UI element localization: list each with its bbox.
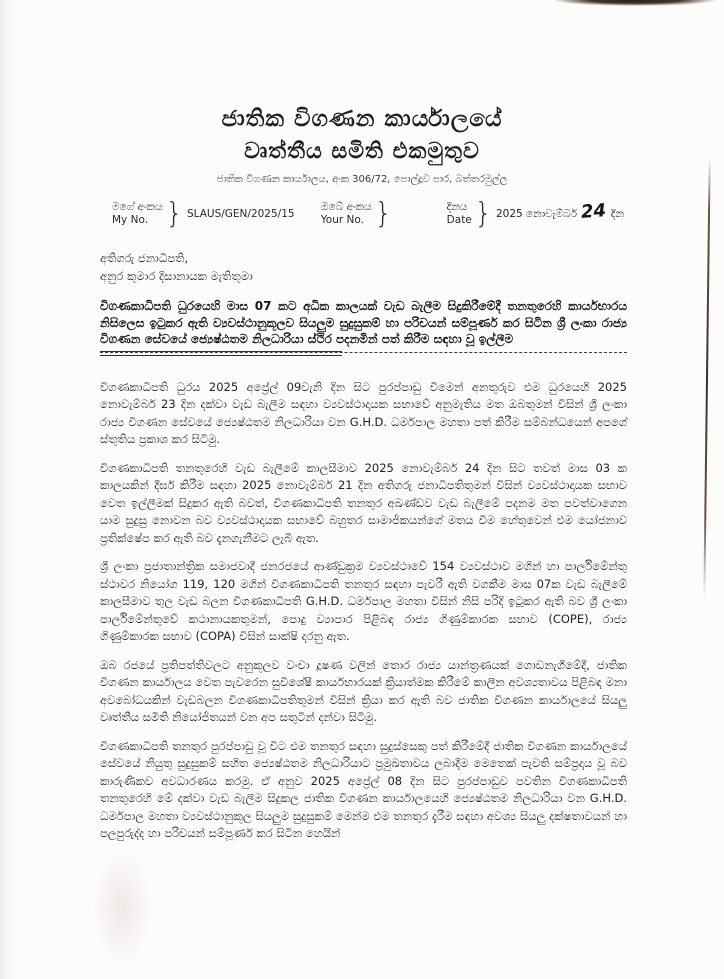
letterhead-address: ජාතික විගණන කාර්යාලය, අංක 306/72, පොල්දූව පාර, බත්තරමුල්ල	[216, 174, 508, 185]
letterhead	[0, 104, 724, 185]
date-label	[447, 201, 472, 227]
subject-underline-dashes	[100, 352, 627, 353]
body-paragraph: විගණකාධිපති තනතුරෙහි වැඩ බැලීමේ කාලසීමාව 2025 නොවැම්බර් 24 දින සිට තවත් මාස 03 ක කාලයකින් දීර්ඝ කිරීම සඳහා 2025 නොවැම්බර් 21 දින අතිගරු ජනාධිපතිතුමන් විසින් ව්‍යවස්ථාදායක සභාව වෙත ඉල්ලීමක් සිදුකර ඇති බවත්, විගණකාධිපති තනතුර අඛණ්ඩව වැඩ බැලීමේ පදනම මත පවත්වාගෙන යාම සුදුසු නොවන බව ව්‍යවස්ථාදායක සභාවේ බහුතර සාමාජිකයන්ගේ මතය වීම හේතුවෙන් එම යෝජනාව ප්‍රතික්ෂේප කර ඇති බව දැනගැනීමට ලැබී ඇත.	[100, 460, 627, 545]
brace-glyph: }	[474, 197, 492, 230]
addressee-line1: අතිගරු ජනාධිපති,	[100, 251, 189, 265]
addressee-block	[100, 249, 253, 285]
your-no-label-en: Your No.	[320, 213, 364, 226]
subject-line: විගණකාධිපති ධුරයෙහි මාස 07 කට අධික කාලයක් වැඩ බැලීම සිදුකිරීමේදී තනතුරෙහි කාර්යභාරය නිසිලෙස ඉටුකර ඇති ව්‍යවස්ථානුකූලව සියලුම සුදුසුකම් හා පරිචයන් සම්පූර්ණ කර සිටින ශ්‍රී ලංකා රාජ්‍ය විගණන සේවයේ ජ්‍යෙෂ්ඨතම නිලධාරියා ස්ථිර පදනමින් පත් කිරීම සඳහා වූ ඉල්ලීම	[100, 299, 627, 346]
letterhead-title-line1: ජාතික විගණන කාර්යාලයේ	[221, 106, 503, 132]
letterhead-title-line2: වෘත්තීය සමිති එකමුතුව	[244, 139, 480, 164]
date-label-si: දිනය	[446, 200, 468, 213]
scan-bottom-smudge	[92, 848, 152, 968]
scan-fold-line	[703, 158, 710, 598]
your-no-label-si: ඔබේ අංකය	[320, 200, 372, 213]
subject-underline	[100, 351, 627, 357]
my-no-label-si: මගේ අංකය	[112, 200, 163, 213]
date-handwritten-day: 24	[580, 199, 608, 223]
letter-body	[100, 298, 627, 854]
date-prefix: 2025 නොවැම්බර්	[495, 207, 578, 220]
body-paragraph: ශ්‍රී ලංකා ප්‍රජාතාන්ත්‍රික සමාජවාදී ජනරජයේ ආණ්ඩුක්‍රම ව්‍යවස්ථාවේ 154 ව්‍යවස්ථාව මගින් හා පාර්ලිමේන්තු ස්ථාවර නියෝග 119, 120 මගින් විගණකාධිපති තනතුර සඳහා පැවරී ඇති වගකීම මාස 07ක වැඩ බැලීමේ කාලසීමාව තුල වැඩ බලන විගණකාධිපති G.H.D. ධර්මපාල මහතා විසින් නිසි පරිදි ඉටුකර ඇති බව ශ්‍රී ලංකා පාර්ලිමේන්තුවේ කථානායකතුමන්, පොදු ව්‍යාපාර පිළිබඳ රාජ්‍ය ගිණුම්කාරක සභාව (COPE), රාජ්‍ය ගිණුම්කාරක සභාව (COPA) විසින් සාක්ෂි දරනු ඇත.	[100, 559, 627, 643]
date-group	[447, 198, 624, 229]
brace-glyph: }	[374, 197, 392, 230]
my-no-label-en: My No.	[112, 213, 149, 226]
your-no-label	[321, 201, 372, 227]
scan-edge-smudge	[553, 0, 717, 6]
body-paragraph: විගණකාධිපති තනතුර පුරප්පාඩු වූ විට එම තනතුර සඳහා සුදුස්සෙකු පත් කිරීමේදී ජාතික විගණන කාර්යාලයේ සේවයේ නියුතු සුදුසුකම් සහිත ජ්‍යෙෂ්ඨතම නිලධාරියාට ප්‍රමුඛතාවය ලබාදීම මෙතෙක් පැවති සම්ප්‍රදාය වූ බව කාරුණිකව අවධාරණය කරමු. ඒ අනුව 2025 අප්‍රේල් 08 දින සිට පුරප්පාඩුව පවතින විගණකාධිපති තනතුරෙහි මේ දක්වා වැඩ බැලීම සිදුකල ජාතික විගණන කාර්යාලයෙහි ජ්‍යෙෂ්ඨතම නිලධාරියා වන G.H.D. ධර්මපාල මහතා ව්‍යවස්ථානුකූල සියලුම සුදුසුකම් මෙන්ම එම තනතුර දැරීම සඳහා අවශ්‍ය සියලු දක්ෂතාවයන් හා පලපුරුද්ද හා පරිචයන් සම්පූර්ණ කර සිටින හෙයින්	[100, 738, 627, 840]
brace-glyph: }	[165, 197, 183, 230]
your-no-group	[321, 198, 447, 229]
date-suffix: දින	[610, 207, 624, 220]
reference-row	[112, 198, 624, 229]
date-value	[495, 199, 624, 223]
date-label-en: Date	[446, 213, 472, 226]
my-no-group	[112, 198, 321, 229]
body-paragraph: විගණකාධිපති ධුරය 2025 අප්‍රේල් 09වැනි දින සිට පුරප්පාඩු වීමෙන් අනතුරුව එම ධුරයෙහි 2025 නොවැම්බර් 23 දින දක්වා වැඩ බැලීම සඳහා ව්‍යවස්ථාදායක සභාවේ අනුමැතිය මත ඔබතුමන් විසින් ශ්‍රී ලංකා රාජ්‍ය විගණන සේවයේ ජ්‍යෙෂ්ඨතම නිලධාරියා වන G.H.D. ධර්මපාල මහතා පත් කිරීම සම්බන්ධයෙන් අපගේ ස්තුතිය ප්‍රකාශ කර සිටිමු.	[100, 379, 627, 446]
body-paragraph: ඔබ රජයේ ප්‍රතිපත්තිවලට අනුකූලව වංචා දූෂණ වලින් තොර රාජ්‍ය යාන්ත්‍රණයක් ගොඩනැගීමේදී, ජාතික විගණන කාර්යාලය වෙත පැවරෙන සුවිශේෂී කාර්යභාරයක් ක්‍රියාත්මක කිරීමේ කාලීන අවශ්‍යතාවය පිළිබඳ මනා අවබෝධයකින් වැඩබලන විගණකාධිපතිතුමන් විසින් ක්‍රියා කර ඇති බව ජාතික විගණන කාර්යාලයේ සියලු වෘත්තීය සමිති නියෝජිතයන් වන අප සතුටින් දන්වා සිටිමු.	[100, 657, 627, 724]
my-no-label	[112, 201, 163, 227]
paragraphs	[100, 379, 627, 843]
my-no-value: SLAUS/GEN/2025/15	[186, 207, 295, 220]
addressee-line2: අනුර කුමාර දිසානායක මැතිතුමා	[100, 269, 253, 283]
